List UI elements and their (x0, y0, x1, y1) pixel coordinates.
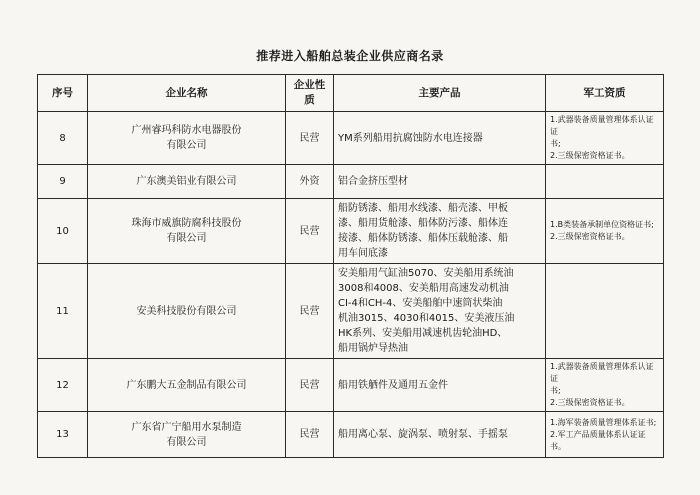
company-name (88, 199, 286, 264)
main-products (334, 165, 546, 199)
main-products-line: 机油3015、4030和4015、安美液压油 (338, 313, 515, 324)
row-number-line: 10 (56, 225, 69, 237)
table-row (38, 412, 664, 458)
military-qualification-line: 2.三级保密资格证书。 (550, 151, 630, 160)
header-company: 企业名称 (88, 75, 286, 112)
company-name-line: 安美科技股份有限公司 (136, 305, 237, 317)
military-qualification (546, 199, 664, 264)
military-qualification (546, 165, 664, 199)
main-products-line: 用车间底漆 (338, 248, 388, 259)
main-products-line: CI-4和CH-4、安美船舶中速筒状柴油 (338, 298, 503, 309)
row-number (38, 112, 88, 165)
military-qualification-line: 书; (550, 386, 561, 395)
company-nature-line: 民营 (299, 305, 320, 317)
company-name-line: 有限公司 (166, 140, 207, 151)
table-row (38, 112, 664, 165)
main-products-line: 船用铁舾件及通用五金件 (338, 379, 448, 391)
company-name-line: 广东省广宁船用水泵制造 (131, 421, 242, 433)
company-name-line: 珠海市威旗防腐科技股份 (131, 218, 242, 229)
main-products-line: HK系列、安美船用减速机齿轮油HD、 (338, 328, 508, 339)
header-qualification: 军工资质 (546, 75, 664, 112)
row-number-line: 12 (56, 379, 69, 391)
main-products-line: 漆、船用货舱漆、船体防污漆、船体连 (338, 218, 508, 229)
row-number-line: 13 (56, 429, 69, 440)
company-nature-line: 民营 (299, 132, 320, 144)
header-nature: 企业性质 (286, 75, 334, 112)
table-row (38, 165, 664, 199)
company-name-line: 有限公司 (166, 436, 207, 448)
company-nature (286, 199, 334, 264)
main-products-line: 船用离心泵、旋涡泵、喷射泵、手摇泵 (338, 429, 508, 440)
military-qualification-line: 书; (550, 139, 561, 148)
page-title: 推荐进入船舶总装企业供应商名录 (256, 49, 444, 63)
company-name-line: 广东鹏大五金制品有限公司 (126, 379, 247, 391)
table-row (38, 264, 664, 359)
company-nature-line: 民营 (299, 225, 320, 237)
table-body (38, 112, 664, 458)
header-products: 主要产品 (334, 75, 546, 112)
row-number (38, 359, 88, 412)
company-nature (286, 359, 334, 412)
row-number (38, 412, 88, 458)
table-header-row (38, 75, 664, 112)
header-num: 序号 (38, 75, 88, 112)
company-name (88, 112, 286, 165)
main-products-line: 船防锈漆、船用水线漆、船壳漆、甲板 (338, 203, 508, 214)
main-products-line: 3008和4008、安美船用高速发动机油 (338, 283, 509, 294)
table-row (38, 199, 664, 264)
row-number (38, 264, 88, 359)
company-name (88, 264, 286, 359)
military-qualification-line: 2.三级保密资格证书。 (550, 232, 630, 241)
company-nature (286, 264, 334, 359)
military-qualification-line: 2.三级保密资格证书。 (550, 398, 630, 407)
military-qualification-line: 2.军工产品质量体系认证证书。 (550, 429, 646, 451)
main-products-line: 铝合金挤压型材 (338, 176, 408, 187)
row-number (38, 199, 88, 264)
company-nature-line: 外资 (299, 176, 320, 187)
company-name-line: 广东澳美铝业有限公司 (136, 176, 237, 187)
main-products-line: 船用锅炉导热油 (338, 343, 408, 354)
row-number-line: 8 (59, 132, 66, 144)
company-nature (286, 165, 334, 199)
company-nature-line: 民营 (299, 379, 320, 391)
military-qualification-line: 1.B类装备承制单位资格证书; (550, 220, 654, 229)
military-qualification (546, 264, 664, 359)
main-products-line: 安美船用气缸油5070、安美船用系统油 (338, 268, 514, 279)
company-name (88, 165, 286, 199)
military-qualification-line: 1.武器装备质量管理体系认证证 (550, 115, 654, 136)
company-nature (286, 112, 334, 165)
main-products-line: 接漆、船体防锈漆、船体压载舱漆、船 (338, 233, 508, 244)
company-nature (286, 412, 334, 458)
supplier-table (37, 74, 664, 458)
main-products (334, 412, 546, 458)
company-name-line: 广州睿玛科防水电器股份 (131, 125, 242, 136)
military-qualification (546, 412, 664, 458)
row-number (38, 165, 88, 199)
military-qualification (546, 112, 664, 165)
company-name-line: 有限公司 (166, 233, 207, 244)
main-products-line: YM系列船用抗腐蚀防水电连接器 (338, 132, 483, 144)
company-nature-line: 民营 (299, 429, 320, 440)
main-products (334, 359, 546, 412)
company-name (88, 412, 286, 458)
row-number-line: 11 (56, 305, 69, 317)
company-name (88, 359, 286, 412)
table-row (38, 359, 664, 412)
main-products (334, 112, 546, 165)
main-products (334, 199, 546, 264)
main-products (334, 264, 546, 359)
military-qualification-line: 1.武器装备质量管理体系认证证 (550, 362, 654, 383)
military-qualification (546, 359, 664, 412)
row-number-line: 9 (59, 176, 66, 187)
military-qualification-line: 1.海军装备质量管理体系证书; (550, 417, 657, 427)
